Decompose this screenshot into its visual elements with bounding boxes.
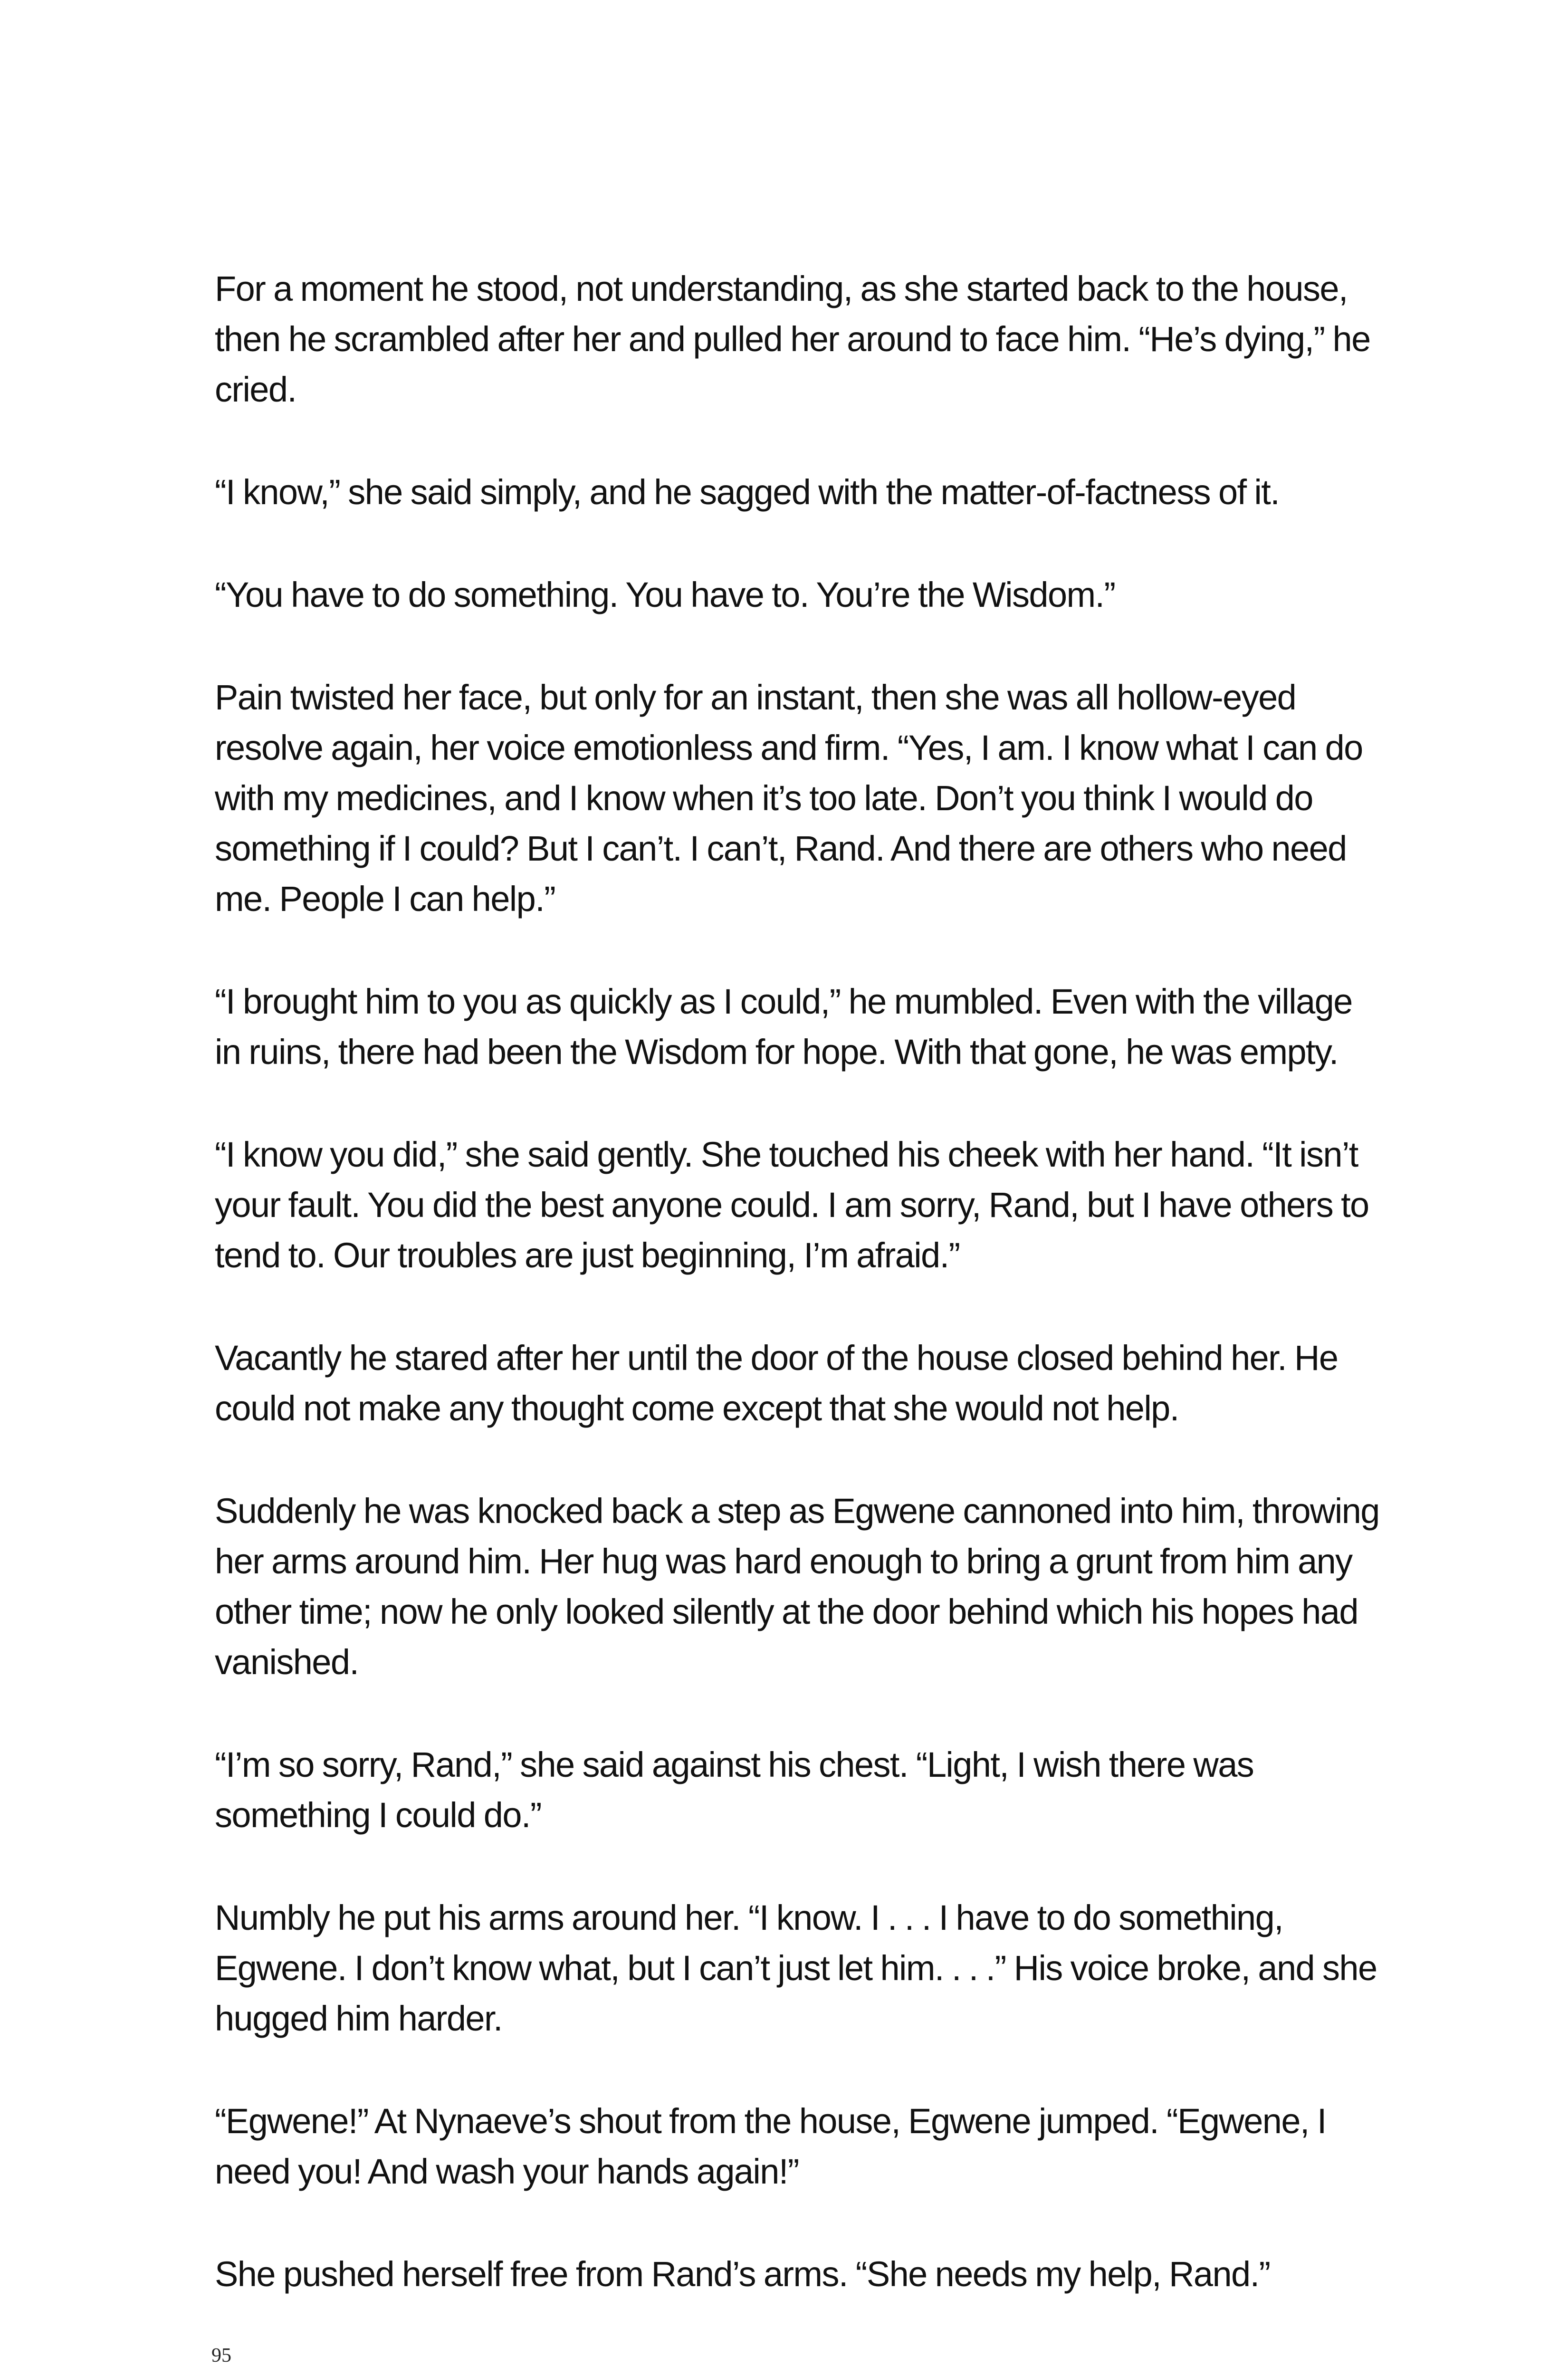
paragraph-1: For a moment he stood, not understanding, as she started back to the house, then he scrambled after her and pulled her around to face him. “He’s dying,” he cried.: [215, 269, 1370, 409]
paragraph-3: “You have to do something. You have to. You’re the Wisdom.”: [215, 575, 1115, 614]
paragraph-4: Pain twisted her face, but only for an instant, then she was all hollow-eyed resolve again, her voice emotionless and firm. “Yes, I am. I know what I can do with my medicines, and I know when it’s too late. Don’t you think I would do something if I could? But I can’t. I can’t, Rand. And there are others who need me. People I can help.”: [215, 678, 1363, 919]
paragraph-11: “Egwene!” At Nynaeve’s shout from the house, Egwene jumped. “Egwene, I need you! And wash your hands again!”: [215, 2101, 1326, 2191]
page-number: 95: [211, 2345, 231, 2366]
body-text: [215, 264, 1493, 2299]
paragraph-2: “I know,” she said simply, and he sagged with the matter-of-factness of it.: [215, 472, 1280, 512]
paragraph-10: Numbly he put his arms around her. “I know. I . . . I have to do something, Egwene. I don’t know what, but I can’t just let him. . . .” His voice broke, and she hugged him harder.: [215, 1898, 1377, 2038]
paragraph-5: “I brought him to you as quickly as I could,” he mumbled. Even with the village in ruins, there had been the Wisdom for hope. With that gone, he was empty.: [215, 982, 1352, 1072]
paragraph-8: Suddenly he was knocked back a step as Egwene cannoned into him, throwing her arms around him. Her hug was hard enough to bring a grunt from him any other time; now he only looked silently at the door behind which his hopes had vanished.: [215, 1491, 1379, 1682]
paragraph-6: “I know you did,” she said gently. She touched his cheek with her hand. “It isn’t your fault. You did the best anyone could. I am sorry, Rand, but I have others to tend to. Our troubles are just beginning, I’m afraid.”: [215, 1135, 1369, 1275]
paragraph-7: Vacantly he stared after her until the door of the house closed behind her. He could not make any thought come except that she would not help.: [215, 1338, 1338, 1428]
paragraph-12: She pushed herself free from Rand’s arms. “She needs my help, Rand.”: [215, 2254, 1270, 2294]
paragraph-9: “I’m so sorry, Rand,” she said against his chest. “Light, I wish there was something I could do.”: [215, 1745, 1254, 1835]
